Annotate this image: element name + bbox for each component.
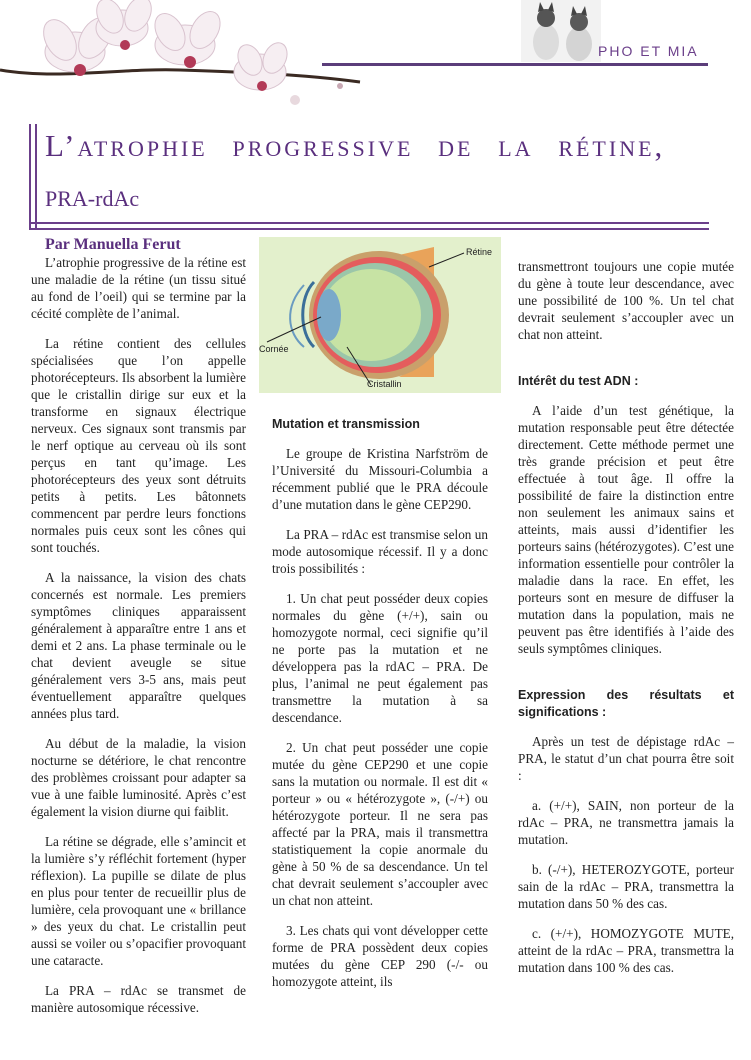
paragraph: 3. Les chats qui vont développer cette forme de PRA possèdent deux copies mutées du gène CEP 290 (-/- ou homozygote atteint, ils xyxy=(272,923,488,989)
column-3 xyxy=(518,258,734,989)
paragraph: La PRA – rdAc se transmet de manière autosomique récessive. xyxy=(31,983,246,1015)
label-retine: Rétine xyxy=(466,247,493,257)
paragraph: 1. Un chat peut posséder deux copies normales du gène (+/+), sain ou homozygote normal, ceci signifie qu’il ne porte pas la mutation et ne développera pas la rdAC – PRA. De plus, l’animal ne peut également pas transmettre la mutation à sa descendance. xyxy=(272,591,488,725)
title-border-bottom-upper xyxy=(29,222,709,224)
eye-anatomy-figure xyxy=(259,237,501,393)
results-list xyxy=(518,797,734,976)
paragraph: transmettront toujours une copie mutée du gène à toute leur descendance, avec une possibilité de 100 %. Un tel chat devrait seulement s’accoupler avec un chat non atteint. xyxy=(518,259,734,342)
paragraph: L’atrophie progressive de la rétine est une maladie de la rétine (un tissu situé au fond de l’oeil) qui se termine par la cécité complète de l’animal. xyxy=(31,255,246,321)
paragraph: Après un test de dépistage rdAc – PRA, le statut d’un chat pourra être soit : xyxy=(518,734,734,783)
paragraph: 2. Un chat peut posséder une copie mutée du gène CEP290 et une copie sans la mutation ou normale. Il est dit « porteur » ou « hétérozygote », (-/+) ou hétérozygote porteur. Il ne sera pas affecté par la PRA, mais il transmettra statistiquement la copie anormale du gène à 50 % de sa descendance. Un tel chat devrait seulement s’accoupler avec un chat non atteint. xyxy=(272,740,488,908)
title-border-bottom-lower xyxy=(29,228,709,230)
section-heading: Expression des résultats et significations : xyxy=(518,688,734,719)
title-border-left-inner xyxy=(35,124,37,230)
paragraph: A l’aide d’un test génétique, la mutation responsable peut être détectée directement. Cette méthode permet une très grande précision et peut être effectuée à tout âge. Il offre la possibilité de faire la distinction entre non seulement les animaux sains et atteints, mais aussi d’identifier les porteurs sains (hétérozygotes). C’est une information essentielle pour contrôler la maladie dans la race. En effet, les porteurs sont en mesure de diffuser la mutation dans la population, mais ne peuvent pas être identifiés à l’aide des seuls symptômes cliniques. xyxy=(518,403,734,656)
paragraph: Le groupe de Kristina Narfström de l’Université du Missouri-Columbia a récemment publié que le PRA découle d’une mutation dans le gène CEP290. xyxy=(272,446,488,512)
section-heading: Intérêt du test ADN : xyxy=(518,374,639,388)
paragraph: La rétine se dégrade, elle s’amincit et la lumière s’y réfléchit fortement (hyper réflexion). La pupille se dilate de plus en plus pour tenter de recueillir plus de lumière, cela provoquant une « brillance » des yeux du chat. Le cristallin peut aussi se voiler ou s’opacifier provoquant une cataracte. xyxy=(31,834,246,968)
eye-diagram xyxy=(259,237,501,393)
list-item: a. (+/+), SAIN, non porteur de la rdAc – PRA, ne transmettra jamais la mutation. xyxy=(518,798,734,847)
column-2 xyxy=(272,416,488,1003)
title-border-left-outer xyxy=(29,124,31,230)
orchid-branch-illustration xyxy=(0,0,370,115)
section-heading: Mutation et transmission xyxy=(272,417,420,431)
list-item: c. (+/+), HOMOZYGOTE MUTE, atteint de la rdAc – PRA, transmettra la mutation dans 100 % des cas. xyxy=(518,926,734,975)
paragraph: La PRA – rdAc est transmise selon un mode autosomique récessif. Il y a donc trois possibilités : xyxy=(272,527,488,576)
article-title: L’atrophie progressive de la rétine, xyxy=(45,128,666,163)
siamese-cats-image xyxy=(521,0,601,62)
list-item: b. (-/+), HETEROZYGOTE, porteur sain de la rdAc – PRA, transmettra la mutation dans 50 % des cas. xyxy=(518,862,734,911)
column-1 xyxy=(31,254,246,1029)
author-byline: Par Manuella Ferut xyxy=(45,236,181,253)
paragraph: La rétine contient des cellules spécialisées que l’on appelle photorécepteurs. Ils absorbent la lumière que le cristallin dirige sur eux et la transforme en signaux électrique nerveux. Ces signaux sont transmis par le nerf optique au cerveau où ils sont perçus en tant qu’image. Les photorécepteurs des yeux sont détruits petits à petits. Les bâtonnets commencent par perdre leurs fonctions normales puis ceux sont les cônes qui sont touchés. xyxy=(31,336,246,555)
header-rule xyxy=(322,63,708,66)
label-cornee: Cornée xyxy=(259,344,289,354)
brand-name: PHO ET MIA xyxy=(598,43,699,59)
paragraph: Au début de la maladie, la vision nocturne se détériore, le chat rencontre des problèmes croissant pour adapter sa vue à une faible luminosité. Après c’est également la vision diurne qui faiblit. xyxy=(31,736,246,819)
paragraph: A la naissance, la vision des chats concernés est normale. Les premiers symptômes cliniques apparaissent généralement à apparaître entre 1 ans et demi et 2 ans. La phase terminale ou le chat devient aveugle se situe généralement vers 3-5 ans, mais peut éventuellement apparaître quelques années plus tard. xyxy=(31,570,246,721)
article-subtitle: PRA-rdAc xyxy=(45,186,140,211)
label-cristallin: Cristallin xyxy=(367,379,402,389)
